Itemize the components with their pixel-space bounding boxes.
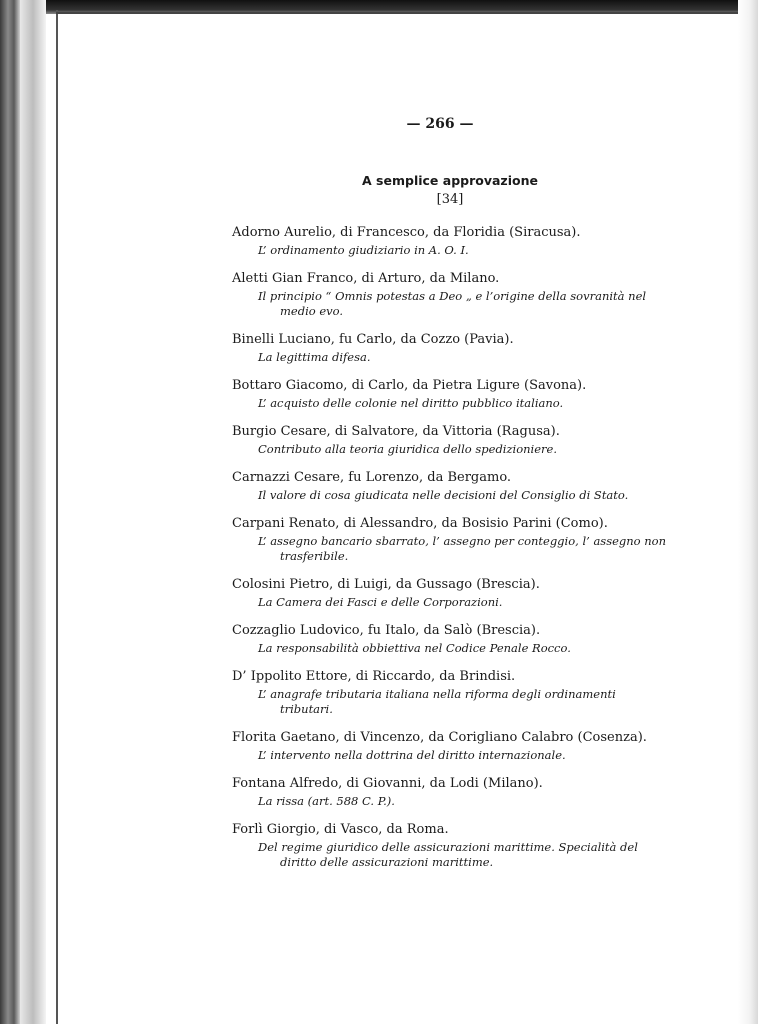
list-item [232, 331, 672, 365]
graduate-name: Fontana Alfredo, di Giovanni, da Lodi (Milano). [232, 776, 543, 791]
list-item [232, 469, 672, 503]
thesis-title: La legittima difesa. [258, 350, 371, 364]
graduate-name: Carpani Renato, di Alessandro, da Bosisio Parini (Como). [232, 516, 608, 531]
list-item [232, 622, 672, 656]
graduate-name: Adorno Aurelio, di Francesco, da Floridia (Siracusa). [232, 225, 581, 240]
graduate-name: Forlì Giorgio, di Vasco, da Roma. [232, 822, 449, 837]
list-item [232, 821, 672, 870]
page-left-edge [56, 10, 58, 1024]
graduate-name: Cozzaglio Ludovico, fu Italo, da Salò (Brescia). [232, 623, 541, 638]
page-top-edge [56, 12, 758, 14]
list-item [232, 423, 672, 457]
section-number: [34] [436, 192, 464, 207]
list-item [232, 515, 672, 564]
thesis-title: Il valore di cosa giudicata nelle decisioni del Consiglio di Stato. [258, 488, 629, 502]
book-spine-pages [20, 0, 46, 1024]
thesis-title: L’ intervento nella dottrina del diritto internazionale. [258, 748, 566, 762]
thesis-title: L’ anagrafe tributaria italiana nella riforma degli ordinamenti tributari. [258, 687, 616, 716]
thesis-title: L’ ordinamento giudiziario in A. O. I. [258, 243, 469, 257]
list-item [232, 377, 672, 411]
list-item [232, 729, 672, 763]
thesis-title: Il principio “ Omnis potestas a Deo „ e l’origine della sovranità nel medio evo. [258, 289, 647, 318]
thesis-title: La Camera dei Fasci e delle Corporazioni. [258, 595, 503, 609]
graduate-name: D’ Ippolito Ettore, di Riccardo, da Brindisi. [232, 669, 516, 684]
thesis-title: L’ assegno bancario sbarrato, l’ assegno per conteggio, l’ assegno non trasferibile. [258, 534, 666, 563]
page-number: — 266 — [406, 116, 474, 132]
page-right-edge [738, 0, 758, 1024]
graduate-name: Bottaro Giacomo, di Carlo, da Pietra Ligure (Savona). [232, 378, 587, 393]
list-item [232, 576, 672, 610]
graduate-name: Colosini Pietro, di Luigi, da Gussago (Brescia). [232, 577, 540, 592]
thesis-title: La responsabilità obbiettiva nel Codice Penale Rocco. [258, 641, 571, 655]
list-item [232, 270, 672, 319]
list-item [232, 224, 672, 258]
graduate-name: Burgio Cesare, di Salvatore, da Vittoria (Ragusa). [232, 424, 560, 439]
thesis-title: Contributo alla teoria giuridica dello spedizioniere. [258, 442, 557, 456]
thesis-title: L’ acquisto delle colonie nel diritto pubblico italiano. [258, 396, 564, 410]
list-item [232, 775, 672, 809]
book-binding [0, 0, 20, 1024]
graduate-name: Binelli Luciano, fu Carlo, da Cozzo (Pavia). [232, 332, 514, 347]
list-item [232, 668, 672, 717]
thesis-title: Del regime giuridico delle assicurazioni marittime. Specialità del diritto delle assicurazioni marittime. [258, 840, 638, 869]
thesis-title: La rissa (art. 588 C. P.). [258, 794, 395, 808]
graduate-list [232, 224, 672, 882]
graduate-name: Carnazzi Cesare, fu Lorenzo, da Bergamo. [232, 470, 512, 485]
graduate-name: Aletti Gian Franco, di Arturo, da Milano. [232, 271, 500, 286]
section-title: A semplice approvazione [362, 173, 538, 188]
graduate-name: Florita Gaetano, di Vincenzo, da Corigliano Calabro (Cosenza). [232, 730, 647, 745]
